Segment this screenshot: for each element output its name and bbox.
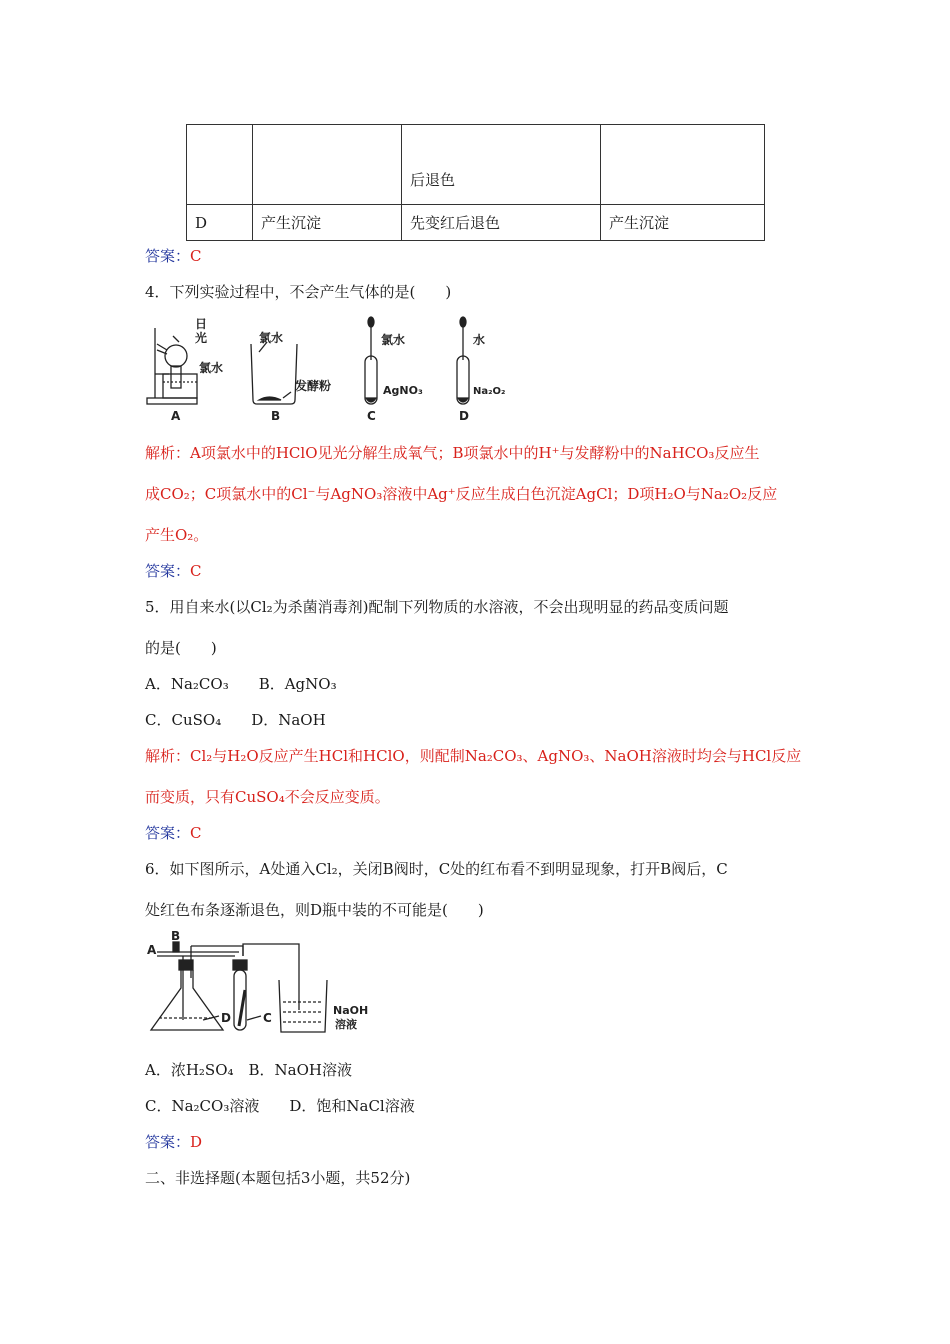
outlet-pipe <box>243 944 299 1010</box>
q6-apparatus-figure <box>143 930 383 1045</box>
answer-value: D <box>190 1133 203 1151</box>
fig-label: 水 <box>473 333 486 347</box>
q6-options-line: A．浓H₂SO₄ B．NaOH溶液 <box>145 1061 352 1079</box>
fig-letter: A <box>171 409 181 423</box>
q6-stem-line: 处红色布条逐渐退色，则D瓶中装的不可能是( ) <box>145 901 484 919</box>
valve-b <box>173 942 179 952</box>
q5-analysis-line: 解析：Cl₂与H₂O反应产生HCl和HClO，则配制Na₂CO₃、AgNO₃、NaOH溶液时均会与HCl反应 <box>145 747 802 765</box>
fig-label: 氯水 <box>381 333 406 347</box>
table-cell: 产生沉淀 <box>253 205 402 241</box>
q5-stem-line: 5．用自来水(以Cl₂为杀菌消毒剂)配制下列物质的水溶液，不会出现明显的药品变质问题 <box>145 598 729 616</box>
dropper-bulb <box>368 317 374 327</box>
answer-value: C <box>190 247 202 265</box>
fig-label: 氯水 <box>199 361 224 375</box>
answer-label: 答案： <box>145 562 191 580</box>
answer-line <box>145 823 202 843</box>
fig-letter: C <box>367 409 376 423</box>
stopper <box>233 960 247 970</box>
table-cell: 后退色 <box>402 125 601 205</box>
fig-label-d: D <box>221 1011 231 1025</box>
fig-label: 日 <box>195 317 208 331</box>
q5-stem-line: 的是( ) <box>145 639 217 657</box>
beaker <box>279 980 327 1032</box>
fig-label: Na₂O₂ <box>473 386 506 397</box>
conical-flask <box>151 970 223 1030</box>
answer-label: 答案： <box>145 1133 191 1151</box>
fig-label: 发酵粉 <box>295 379 332 393</box>
test-tube <box>365 356 377 404</box>
table-cell: D <box>187 205 253 241</box>
fig-label-a: A <box>147 943 157 957</box>
flask-neck <box>171 366 181 388</box>
q5-analysis-line: 而变质，只有CuSO₄不会反应变质。 <box>145 788 390 806</box>
q5-options-line: C．CuSO₄ D．NaOH <box>145 711 326 729</box>
q4-apparatus-figure <box>143 314 523 426</box>
q5-options-line: A．Na₂CO₃ B．AgNO₃ <box>145 675 337 693</box>
answer-table <box>186 124 765 241</box>
sun-ray <box>157 344 167 350</box>
section-heading: 二、非选择题(本题包括3小题，共52分) <box>145 1169 411 1187</box>
baking-powder <box>259 397 281 400</box>
precipitate <box>366 398 376 402</box>
answer-label: 答案： <box>145 824 191 842</box>
table-row <box>187 125 765 205</box>
bypass-pipe <box>191 946 243 956</box>
answer-value: C <box>190 824 202 842</box>
q4-analysis-line: 解析：A项氯水中的HClO见光分解生成氧气；B项氯水中的H⁺与发酵粉中的NaHCO₃反应生 <box>145 444 760 462</box>
q4-analysis-line: 产生O₂。 <box>145 526 209 544</box>
test-tube <box>457 356 469 404</box>
red-cloth <box>239 990 245 1026</box>
dropper-bulb <box>460 317 466 327</box>
q4-analysis-line: 成CO₂；C项氯水中的Cl⁻与AgNO₃溶液中Ag⁺反应生成白色沉淀AgCl；D项H₂O与Na₂O₂反应 <box>145 485 778 503</box>
table-cell <box>253 125 402 205</box>
fig-label-solution: 溶液 <box>335 1018 357 1031</box>
fig-label-c: C <box>263 1011 272 1025</box>
fig-label: 光 <box>195 331 208 345</box>
solid-na2o2 <box>458 398 468 402</box>
table-cell: 产生沉淀 <box>601 205 765 241</box>
water-trough <box>163 374 197 398</box>
fig-label: AgNO₃ <box>383 384 423 397</box>
round-flask <box>165 345 187 367</box>
sun-ray <box>173 336 179 342</box>
table-row <box>187 205 765 241</box>
question-4-stem: 4．下列实验过程中，不会产生气体的是( ) <box>145 283 452 301</box>
fig-label: 氯水 <box>259 331 284 345</box>
label-line <box>283 392 291 398</box>
label-line <box>247 1016 261 1020</box>
table-cell: 先变红后退色 <box>402 205 601 241</box>
fig-label-b: B <box>171 930 181 943</box>
beaker <box>251 344 297 404</box>
table-cell <box>601 125 765 205</box>
answer-value: C <box>190 562 202 580</box>
fig-label-naoh: NaOH <box>333 1004 369 1017</box>
answer-line <box>145 1132 202 1152</box>
answer-label: 答案： <box>145 247 191 265</box>
stand-base <box>147 398 197 404</box>
fig-letter: B <box>271 409 281 423</box>
fig-letter: D <box>459 409 469 423</box>
answer-line <box>145 561 202 581</box>
answer-line <box>145 246 202 266</box>
q6-stem-line: 6．如下图所示，A处通入Cl₂，关闭B阀时，C处的红布看不到明显现象，打开B阀后，C <box>145 860 728 878</box>
table-cell <box>187 125 253 205</box>
q6-options-line: C．Na₂CO₃溶液 D．饱和NaCl溶液 <box>145 1097 415 1115</box>
